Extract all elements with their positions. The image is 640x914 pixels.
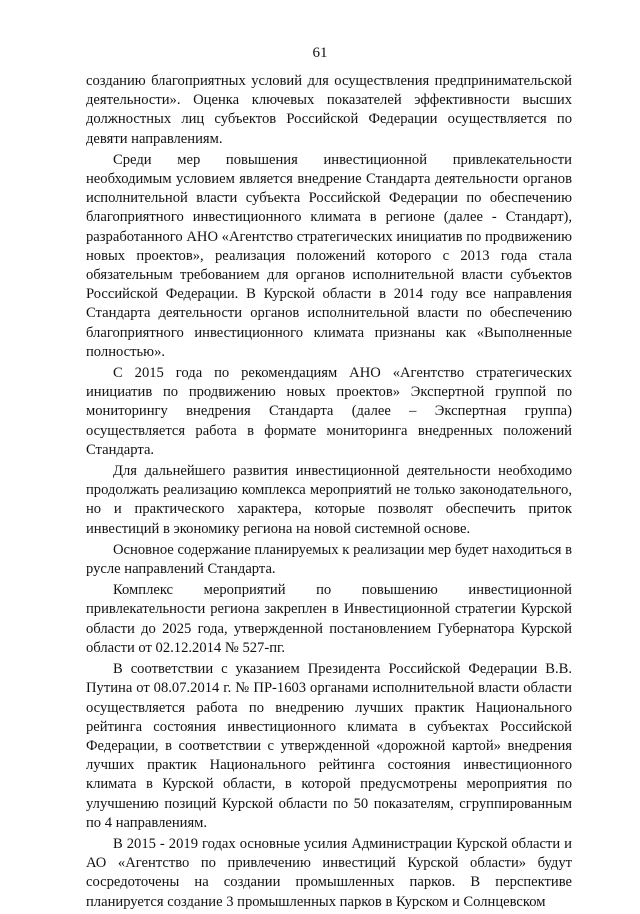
paragraph-5: Основное содержание планируемых к реализации мер будет находиться в русле направлений Стандарта.: [86, 541, 572, 578]
paragraph-1: созданию благоприятных условий для осуществления предпринимательской деятельности». Оценка ключевых показателей эффективности высших должностных лиц субъектов Российской Федерации осуществляется по девяти направлениям.: [86, 73, 572, 147]
paragraph-7: В соответствии с указанием Президента Российской Федерации В.В. Путина от 08.07.2014 г. № ПР-1603 органами исполнительной власти области осуществляется работа по внедрению лучших практик Национального рейтинга состояния инвестиционного климата в субъектах Российской Федерации, в соответствии с утвержденной «дорожной картой» внедрения лучших практик Национального рейтинга состояния инвестиционного климата в Курской области, в которой предусмотрены мероприятия по улучшению позиций Курской области по 50 показателям, сгруппированным по 4 направлениям.: [86, 661, 572, 831]
paragraph-8: В 2015 - 2019 годах основные усилия Администрации Курской области и АО «Агентство по привлечению инвестиций Курской области» будут сосредоточены на создании промышленных парков. В перспективе планируется создание 3 промышленных парков в Курском и Солнцевском: [86, 835, 572, 910]
paragraph-2: Среди мер повышения инвестиционной привлекательности необходимым условием является внедрение Стандарта деятельности органов исполнительной власти субъекта Российской Федерации по обеспечению благоприятного инвестиционного климата в регионе (далее - Стандарт), разработанного АНО «Агентство стратегических инициатив по продвижению новых проектов», реализация положений которого с 2013 года стала обязательным требованием для органов исполнительной власти субъектов Российской Федерации. В Курской области в 2014 году все направления Стандарта деятельности органов исполнительной власти по обеспечению благоприятного инвестиционного климата признаны как «Выполненные полностью».: [86, 151, 572, 360]
document-body: [86, 72, 572, 914]
page-number: 61: [312, 45, 328, 61]
paragraph-4: Для дальнейшего развития инвестиционной деятельности необходимо продолжать реализацию комплекса мероприятий не только законодательного, но и практического характера, которые позволят обеспечить приток инвестиций в экономику региона на новой системной основе.: [86, 463, 572, 537]
paragraph-3: С 2015 года по рекомендациям АНО «Агентство стратегических инициатив по продвижению новых проектов» Экспертной группой по мониторингу внедрения Стандарта (далее – Экспертная группа) осуществляется работа в формате мониторинга внедренных положений Стандарта.: [86, 365, 572, 458]
paragraph-6: Комплекс мероприятий по повышению инвестиционной привлекательности региона закреплен в Инвестиционной стратегии Курской области до 2025 года, утвержденной постановлением Губернатора Курской области от 02.12.2014 № 527-пг.: [86, 582, 572, 656]
